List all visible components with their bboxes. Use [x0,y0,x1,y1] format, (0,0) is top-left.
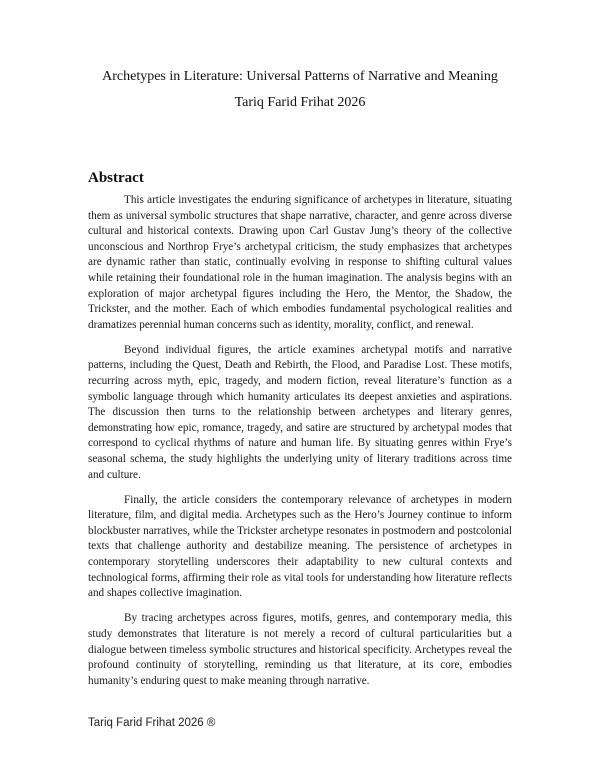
abstract-heading: Abstract [88,170,144,186]
abstract-paragraph: This article investigates the enduring significance of archetypes in literature, situating them as universal symbolic structures that shape narrative, character, and genre across diverse cultural and historical contexts. Drawing upon Carl Gustav Jung’s theory of the collective unconscious and Northrop Frye’s archetypal criticism, the study emphasizes that archetypes are dynamic rather than static, continually evolving in response to shifting cultural values while retaining their foundational role in the human imagination. The analysis begins with an exploration of major archetypal figures including the Hero, the Mentor, the Shadow, the Trickster, and the mother. Each of which embodies fundamental psychological realities and dramatizes perennial human concerns such as identity, morality, conflict, and renewal. [88,194,512,331]
abstract-paragraph: Finally, the article considers the contemporary relevance of archetypes in modern literature, film, and digital media. Archetypes such as the Hero’s Journey continue to inform blockbuster narratives, while the Trickster archetype resonates in postmodern and postcolonial texts that challenge authority and destabilize meaning. The persistence of archetypes in contemporary storytelling underscores their adaptability to new cultural contexts and technological forms, affirming their role as vital tools for understanding how literature reflects and shapes collective imagination. [88,493,512,600]
page-footer: Tariq Farid Frihat 2026 ® [88,717,216,729]
abstract-paragraph: By tracing archetypes across figures, motifs, genres, and contemporary media, this study demonstrates that literature is not merely a record of cultural particularities but a dialogue between timeless symbolic structures and historical specificity. Archetypes reveal the profound continuity of storytelling, reminding us that literature, at its core, embodies humanity’s enduring quest to make meaning through narrative. [88,612,512,687]
author-line: Tariq Farid Frihat 2026 [234,95,366,110]
abstract-paragraph: Beyond individual figures, the article examines archetypal motifs and narrative patterns, including the Quest, Death and Rebirth, the Flood, and Paradise Lost. These motifs, recurring across myth, epic, tragedy, and modern fiction, reveal literature’s function as a symbolic language through which humanity articulates its deepest anxieties and aspirations. The discussion then turns to the relationship between archetypes and literary genres, demonstrating how epic, romance, tragedy, and satire are structured by archetypal modes that correspond to cyclical rhythms of nature and human life. By situating genres within Frye’s seasonal schema, the study highlights the underlying unity of literary traditions across time and culture. [88,343,512,481]
abstract-body [88,193,512,699]
paper-title: Archetypes in Literature: Universal Patterns of Narrative and Meaning [102,69,498,84]
